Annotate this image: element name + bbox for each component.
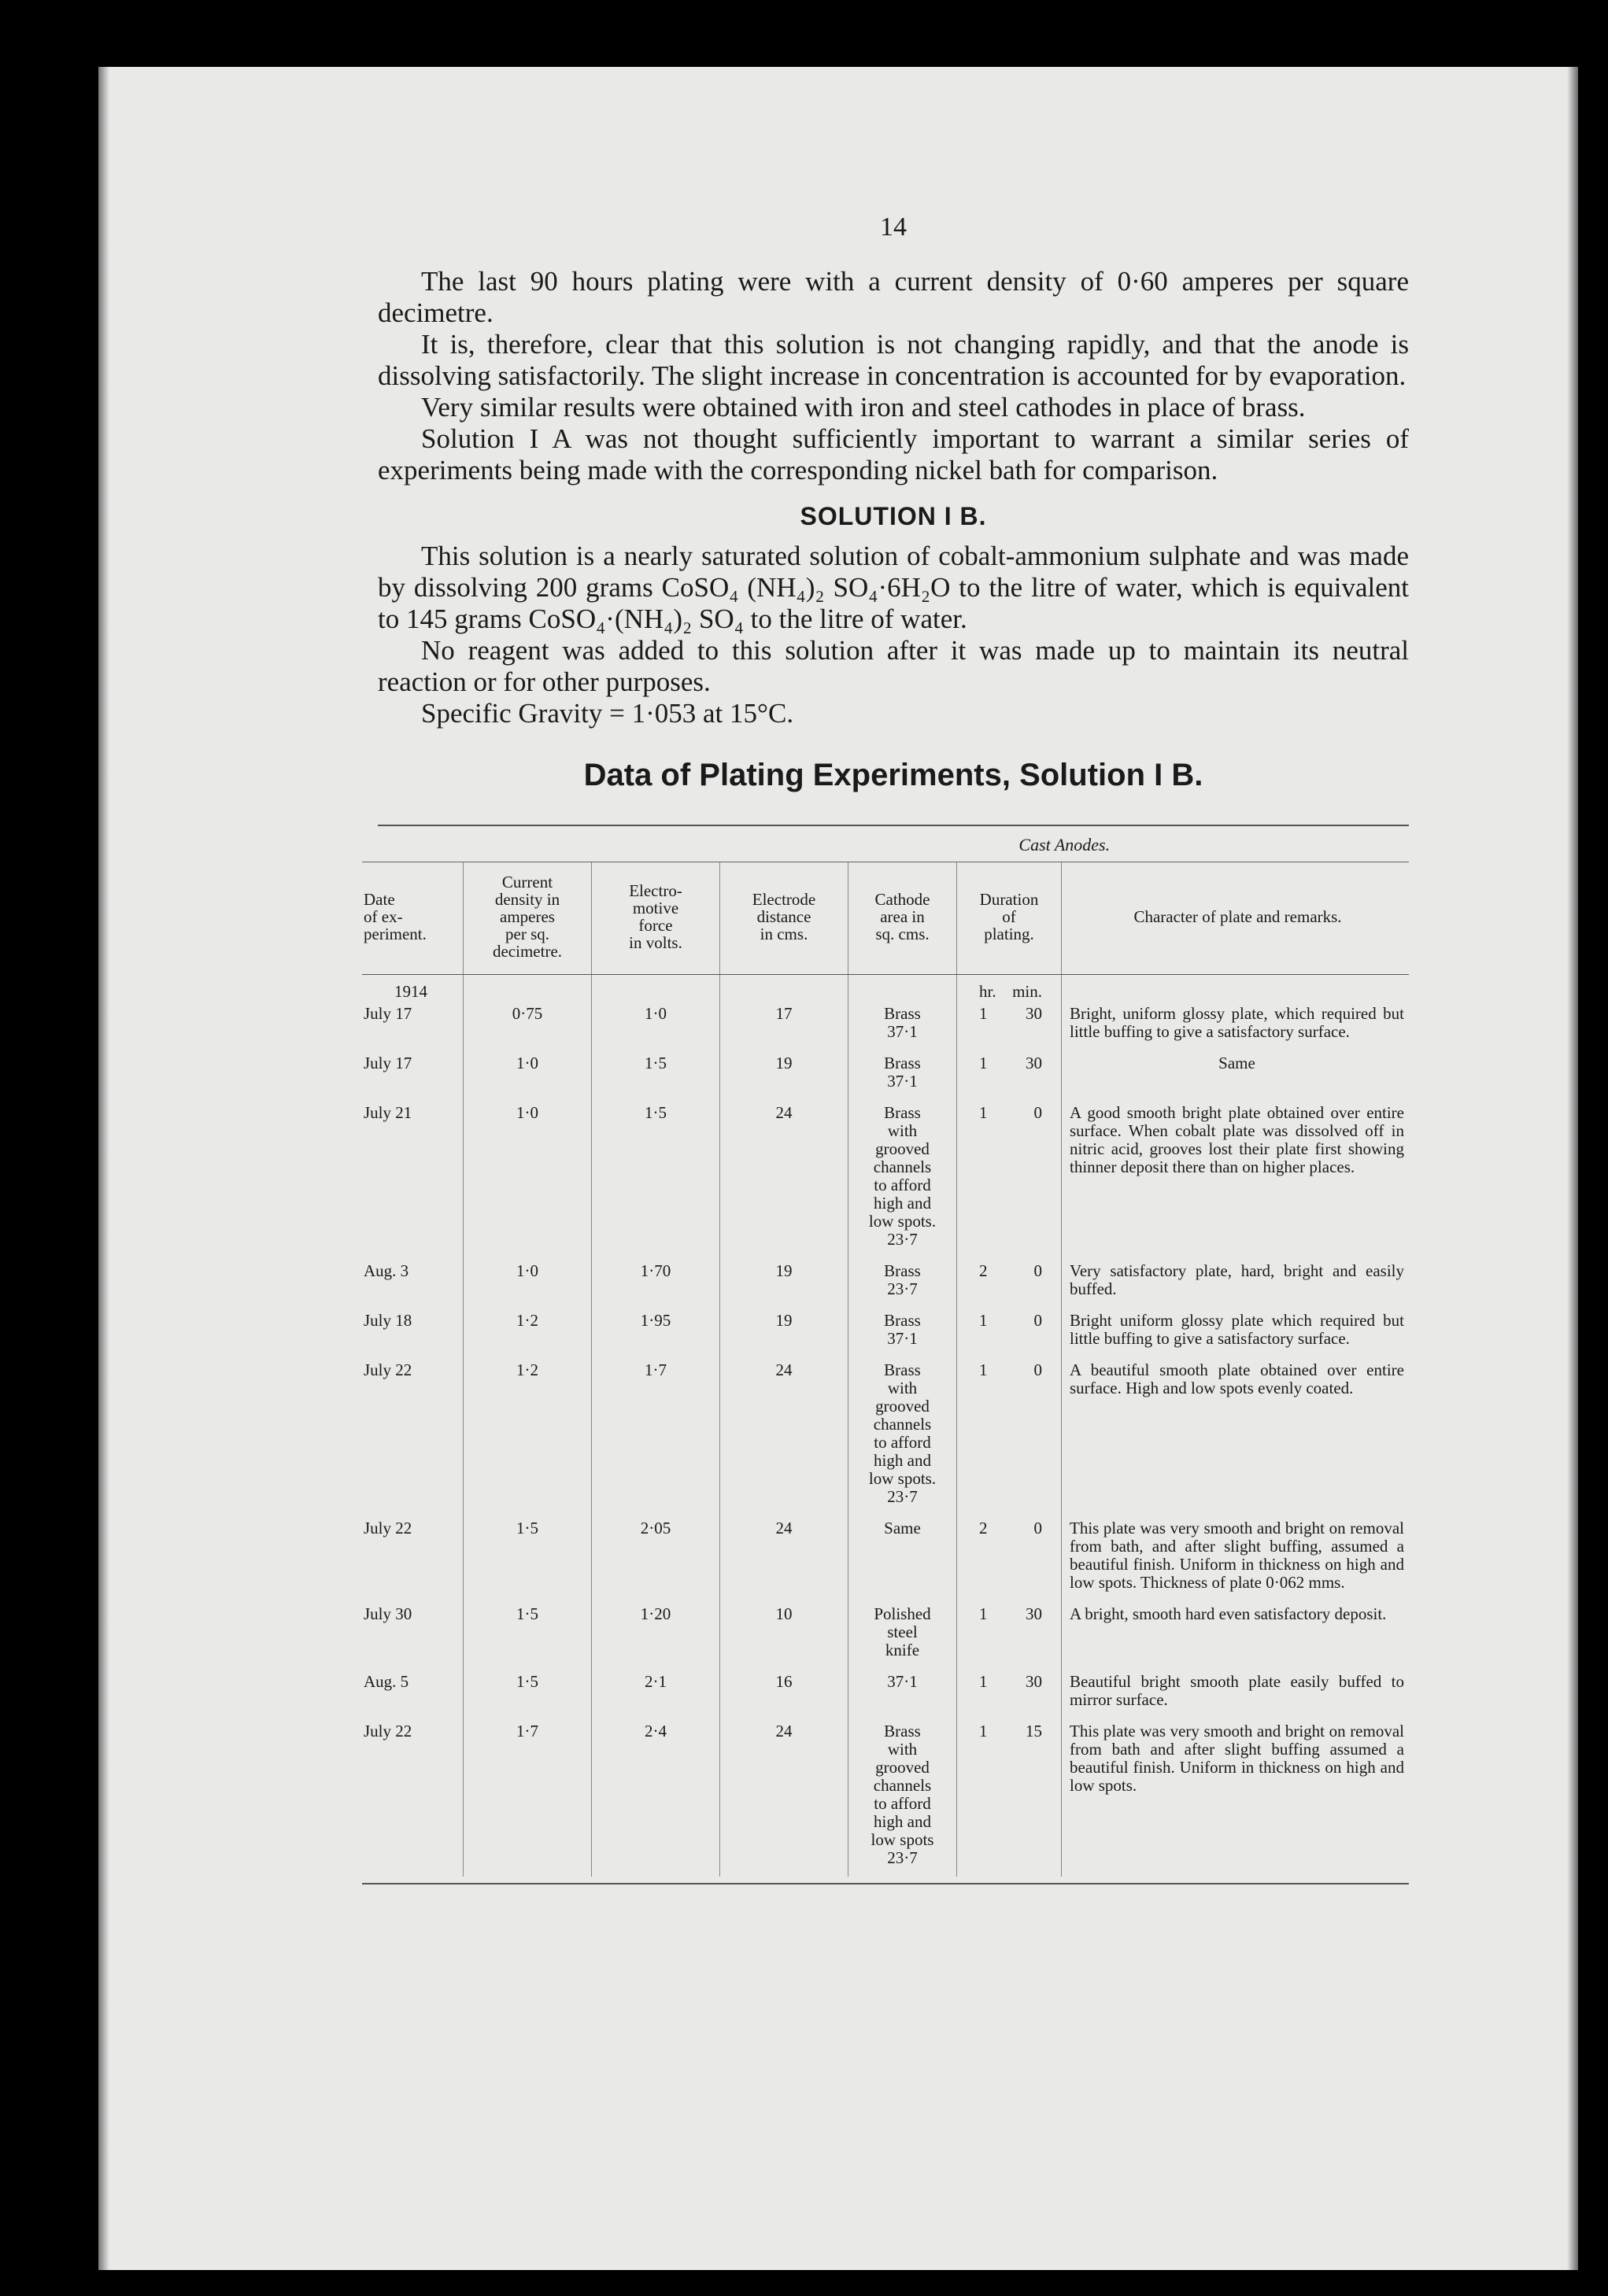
- cell-hours: 2: [979, 1519, 988, 1537]
- cell-electrode-distance: 19: [720, 1308, 848, 1357]
- cell-emf: 1·95: [592, 1308, 720, 1357]
- cell-electrode-distance: 16: [720, 1669, 848, 1718]
- cell-hours: 1: [979, 1604, 988, 1623]
- cell-remarks: Bright uniform glossy plate which required but little buffing to give a satisfactory surface.: [1070, 1311, 1404, 1348]
- cell-remarks: Very satisfactory plate, hard, bright and easily buffed.: [1070, 1261, 1404, 1298]
- paragraph: The last 90 hours plating were with a current density of 0·60 amperes per square decimetre.: [378, 266, 1409, 328]
- cell-minutes: 30: [1026, 1604, 1042, 1623]
- page-content: [364, 212, 1409, 1884]
- cell-current-density: 1·0: [464, 1258, 592, 1308]
- cell-date: July 21: [362, 1100, 464, 1258]
- cell-emf: 1·5: [592, 1050, 720, 1100]
- col-header-electrode-distance: Electrode distance in cms.: [720, 862, 848, 975]
- section-paragraphs: [378, 541, 1409, 729]
- table-bottom-rule: [362, 1883, 1409, 1884]
- cell-remarks: This plate was very smooth and bright on removal from bath and after slight buffing assumed a beautiful finish. Uniform in thickness on high and low spots.: [1070, 1722, 1404, 1795]
- cell-current-density: 1·2: [464, 1308, 592, 1357]
- cell-remarks: This plate was very smooth and bright on removal from bath, and after slight buffing, assumed a beautiful finish. Uniform in thickness on high and low spots. Thickness of plate 0·062 mms.: [1070, 1519, 1404, 1592]
- cell-remarks: Bright, uniform glossy plate, which required but little buffing to give a satisfactory surface.: [1070, 1004, 1404, 1041]
- intro-paragraphs: [378, 266, 1409, 486]
- table-row: [362, 1669, 1409, 1718]
- cell-minutes: 0: [1033, 1103, 1042, 1122]
- cell-current-density: 1·5: [464, 1669, 592, 1718]
- cell-minutes: 15: [1026, 1722, 1042, 1740]
- col-header-emf: Electro- motive force in volts.: [592, 862, 720, 975]
- cell-electrode-distance: 24: [720, 1357, 848, 1515]
- table-body: [362, 975, 1409, 1877]
- cell-electrode-distance: 19: [720, 1050, 848, 1100]
- cell-emf: 2·1: [592, 1669, 720, 1718]
- table-row: [362, 1308, 1409, 1357]
- cell-hours: 1: [979, 1311, 988, 1330]
- cell-duration: [957, 1050, 1062, 1100]
- cell-hours: 1: [979, 1672, 988, 1691]
- col-header-remarks: Character of plate and remarks.: [1062, 862, 1410, 975]
- cell-electrode-distance: 24: [720, 1718, 848, 1877]
- cell-cathode-area: Brass with grooved channels to afford high and low spots 23·7: [848, 1718, 957, 1877]
- cell-cathode-area: Same: [848, 1515, 957, 1601]
- cell-cathode-area: Polished steel knife: [848, 1601, 957, 1669]
- paragraph: Solution I A was not thought sufficiently important to warrant a similar series of experiments being made with the corresponding nickel bath for comparison.: [378, 423, 1409, 485]
- cell-emf: 1·20: [592, 1601, 720, 1669]
- cell-hours: 1: [979, 1103, 988, 1122]
- cell-remarks: A bright, smooth hard even satisfactory deposit.: [1070, 1604, 1387, 1623]
- cell-duration: [957, 1515, 1062, 1601]
- cell-minutes: 0: [1033, 1311, 1042, 1330]
- cell-emf: 2·4: [592, 1718, 720, 1877]
- cell-date: July 17: [362, 1050, 464, 1100]
- paragraph: It is, therefore, clear that this solution is not changing rapidly, and that the anode is dissolving satisfactorily. The slight increase in concentration is accounted for by evaporation.: [378, 329, 1409, 391]
- cell-date: July 30: [362, 1601, 464, 1669]
- cell-minutes: 0: [1033, 1360, 1042, 1379]
- cell-electrode-distance: 17: [720, 1001, 848, 1050]
- year-label: 1914: [362, 975, 464, 1002]
- table-row: [362, 1601, 1409, 1669]
- section-heading: SOLUTION I B.: [800, 502, 987, 530]
- table-row: [362, 1258, 1409, 1308]
- table-title: Data of Plating Experiments, Solution I B.: [583, 758, 1203, 792]
- cell-cathode-area: Brass 37·1: [848, 1308, 957, 1357]
- cell-emf: 1·5: [592, 1100, 720, 1258]
- minutes-unit: min.: [1012, 982, 1042, 1001]
- cell-date: Aug. 5: [362, 1669, 464, 1718]
- paragraph: Very similar results were obtained with iron and steel cathodes in place of brass.: [421, 392, 1306, 423]
- paragraph: No reagent was added to this solution after it was made up to maintain its neutral reaction or for other purposes.: [378, 635, 1409, 697]
- cell-duration: [957, 1308, 1062, 1357]
- col-header-duration: Duration of plating.: [957, 862, 1062, 975]
- page-number: 14: [880, 212, 907, 242]
- cell-electrode-distance: 10: [720, 1601, 848, 1669]
- col-header-date: Date of ex- periment.: [362, 862, 464, 975]
- table-units-row: [362, 975, 1409, 1002]
- cell-cathode-area: 37·1: [848, 1669, 957, 1718]
- cell-cathode-area: Brass 37·1: [848, 1050, 957, 1100]
- cell-duration: [957, 1669, 1062, 1718]
- plating-data-table: [362, 826, 1409, 1877]
- cell-hours: 1: [979, 1360, 988, 1379]
- cell-cathode-area: Brass 37·1: [848, 1001, 957, 1050]
- cell-electrode-distance: 24: [720, 1100, 848, 1258]
- table-caption-row: [362, 826, 1409, 862]
- col-header-current-density: Current density in amperes per sq. decimetre.: [464, 862, 592, 975]
- hours-unit: hr.: [979, 982, 996, 1001]
- paragraph: Specific Gravity = 1·053 at 15°C.: [421, 698, 794, 729]
- table-row: [362, 1515, 1409, 1601]
- cell-emf: 1·70: [592, 1258, 720, 1308]
- cell-emf: 1·7: [592, 1357, 720, 1515]
- cell-minutes: 0: [1033, 1261, 1042, 1280]
- cell-current-density: 1·0: [464, 1050, 592, 1100]
- table-row: [362, 1718, 1409, 1877]
- cell-remarks: A beautiful smooth plate obtained over entire surface. High and low spots evenly coated.: [1070, 1360, 1404, 1397]
- cell-electrode-distance: 19: [720, 1258, 848, 1308]
- cell-current-density: 1·0: [464, 1100, 592, 1258]
- cell-minutes: 30: [1026, 1672, 1042, 1691]
- cell-current-density: 1·2: [464, 1357, 592, 1515]
- cell-date: July 22: [362, 1357, 464, 1515]
- cell-current-density: 1·5: [464, 1601, 592, 1669]
- cell-date: July 22: [362, 1718, 464, 1877]
- cell-minutes: 30: [1026, 1004, 1042, 1023]
- cell-hours: 1: [979, 1004, 988, 1023]
- cell-emf: 1·0: [592, 1001, 720, 1050]
- cell-duration: [957, 1001, 1062, 1050]
- cell-current-density: 1·7: [464, 1718, 592, 1877]
- cell-cathode-area: Brass with grooved channels to afford high and low spots. 23·7: [848, 1357, 957, 1515]
- cell-remarks: Beautiful bright smooth plate easily buffed to mirror surface.: [1070, 1672, 1404, 1709]
- cell-date: July 22: [362, 1515, 464, 1601]
- cell-current-density: 1·5: [464, 1515, 592, 1601]
- cell-duration: [957, 1258, 1062, 1308]
- cell-hours: 1: [979, 1054, 988, 1072]
- cell-duration: [957, 1357, 1062, 1515]
- page-right-edge: [1567, 67, 1578, 2270]
- table-row: [362, 1357, 1409, 1515]
- cell-date: July 18: [362, 1308, 464, 1357]
- table-caption: Cast Anodes.: [720, 826, 1410, 862]
- cell-hours: 1: [979, 1722, 988, 1740]
- table-row: [362, 1100, 1409, 1258]
- cell-remarks: Same: [1218, 1054, 1255, 1072]
- table-header-row: [362, 862, 1409, 975]
- cell-minutes: 30: [1026, 1054, 1042, 1072]
- table-row: [362, 1001, 1409, 1050]
- col-header-cathode-area: Cathode area in sq. cms.: [848, 862, 957, 975]
- cell-duration: [957, 1601, 1062, 1669]
- cell-date: Aug. 3: [362, 1258, 464, 1308]
- cell-duration: [957, 1100, 1062, 1258]
- cell-minutes: 0: [1033, 1519, 1042, 1537]
- plating-table-wrapper: [364, 825, 1409, 1877]
- page-left-edge: [98, 67, 109, 2270]
- cell-date: July 17: [362, 1001, 464, 1050]
- cell-electrode-distance: 24: [720, 1515, 848, 1601]
- table-row: [362, 1050, 1409, 1100]
- cell-duration: [957, 1718, 1062, 1877]
- cell-cathode-area: Brass 23·7: [848, 1258, 957, 1308]
- cell-emf: 2·05: [592, 1515, 720, 1601]
- paragraph: This solution is a nearly saturated solution of cobalt-ammonium sulphate and was made by dissolving 200 grams CoSO₄ (NH₄)₂ SO₄·6H₂O to the litre of water, which is equivalent to 145 grams CoSO₄·(NH₄)₂ SO₄ to the litre of water.: [378, 541, 1409, 634]
- cell-hours: 2: [979, 1261, 988, 1280]
- cell-cathode-area: Brass with grooved channels to afford high and low spots. 23·7: [848, 1100, 957, 1258]
- cell-remarks: A good smooth bright plate obtained over entire surface. When cobalt plate was dissolved off in nitric acid, grooves lost their plate first showing thinner deposit there than on higher places.: [1070, 1103, 1404, 1176]
- cell-current-density: 0·75: [464, 1001, 592, 1050]
